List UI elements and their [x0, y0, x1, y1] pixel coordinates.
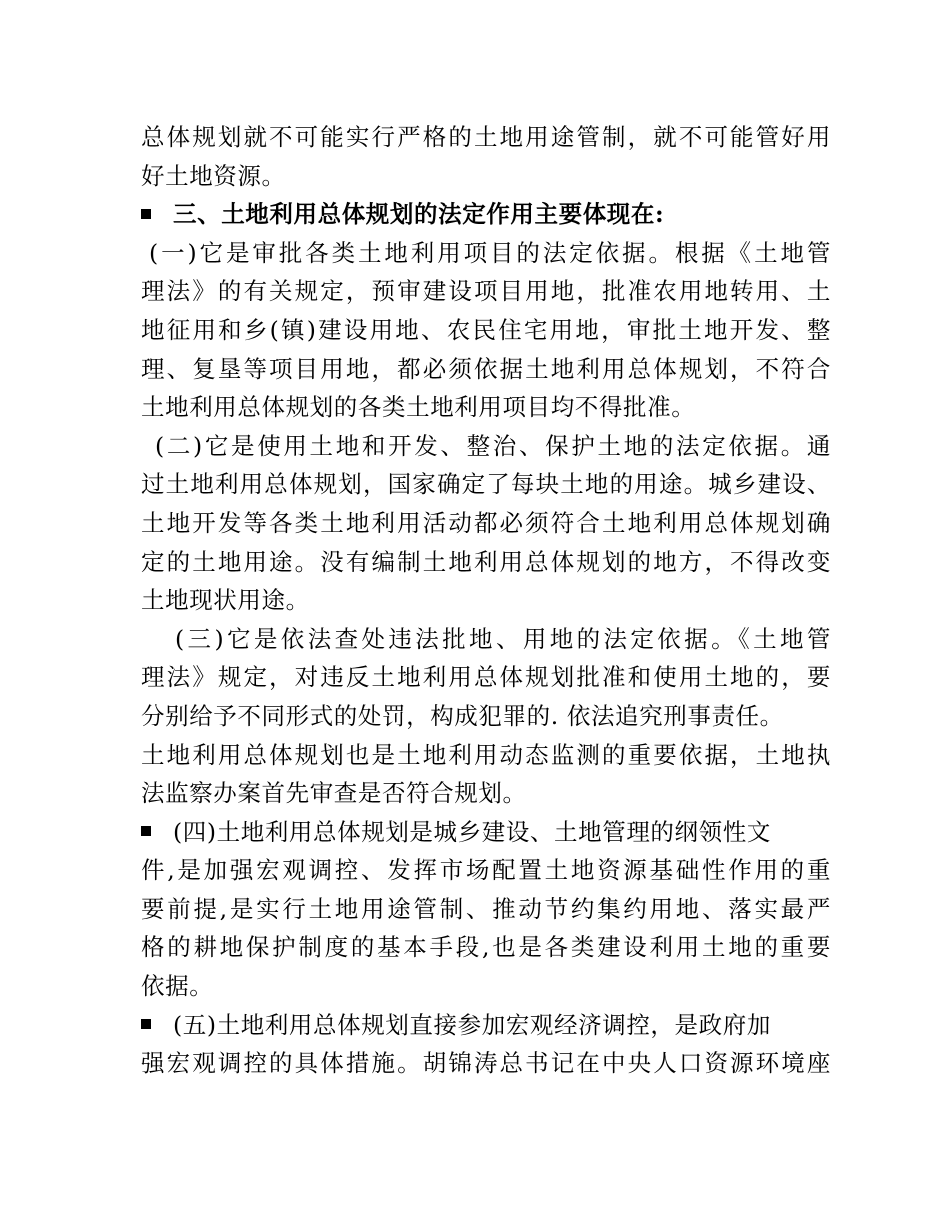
bullet-line-text: (五)土地利用总体规划直接参加宏观经济调控，是政府加 — [173, 1010, 771, 1039]
body-line: 强宏观调控的具体措施。胡锦涛总书记在中央人口资源环境座 — [141, 1049, 831, 1078]
bullet-line — [141, 1006, 831, 1045]
body-line: 土地开发等各类土地利用活动都必须符合土地利用总体规划确 — [141, 508, 831, 537]
body-line: 土地利用总体规划也是土地利用动态监测的重要依据，土地执 — [141, 740, 831, 769]
document-body — [141, 118, 831, 1083]
square-bullet-icon — [141, 1019, 151, 1029]
body-line: (二)它是使用土地和开发、整治、保护土地的法定依据。通 — [155, 431, 831, 460]
body-line: 要前提,是实行土地用途管制、推动节约集约用地、落实最严 — [141, 894, 831, 923]
body-line: 格的耕地保护制度的基本手段,也是各类建设利用土地的重要 — [141, 933, 831, 962]
body-line: 定的土地用途。没有编制土地利用总体规划的地方，不得改变 — [141, 547, 831, 576]
body-line: 法监察办案首先审查是否符合规划。 — [141, 779, 527, 808]
body-line: 件,是加强宏观调控、发挥市场配置土地资源基础性作用的重 — [141, 856, 831, 885]
body-line: 好土地资源。 — [141, 161, 286, 190]
body-line: 理、复垦等项目用地，都必须依据土地利用总体规划，不符合 — [141, 354, 831, 383]
square-bullet-icon — [141, 826, 151, 836]
body-line: 过土地利用总体规划，国家确定了每块土地的用途。城乡建设、 — [141, 470, 831, 499]
body-line: 总体规划就不可能实行严格的土地用途管制，就不可能管好用 — [141, 123, 831, 151]
body-line: 地征用和乡(镇)建设用地、农民住宅用地，审批土地开发、整 — [141, 315, 831, 344]
square-bullet-icon — [141, 209, 151, 219]
body-line: (三)它是依法查处违法批地、用地的法定依据。《土地管 — [175, 624, 831, 653]
body-line: 理法》规定，对违反土地利用总体规划批准和使用土地的，要 — [141, 663, 831, 692]
body-line: 分别给予不同形式的处罚，构成犯罪的. 依法追究刑事责任。 — [141, 701, 784, 730]
bullet-line-text: (四)土地利用总体规划是城乡建设、土地管理的纲领性文 — [173, 817, 771, 846]
section-heading-text: 三、土地利用总体规划的法定作用主要体现在: — [173, 200, 665, 229]
body-line: (一)它是审批各类土地利用项目的法定依据。根据《土地管 — [149, 238, 831, 267]
body-line: 理法》的有关规定，预审建设项目用地，批准农用地转用、土 — [141, 277, 831, 306]
bullet-line — [141, 813, 831, 852]
section-heading — [141, 195, 831, 234]
body-line: 土地利用总体规划的各类土地利用项目均不得批准。 — [141, 393, 696, 422]
body-line: 依据。 — [141, 972, 214, 1001]
body-line: 土地现状用途。 — [141, 586, 310, 615]
